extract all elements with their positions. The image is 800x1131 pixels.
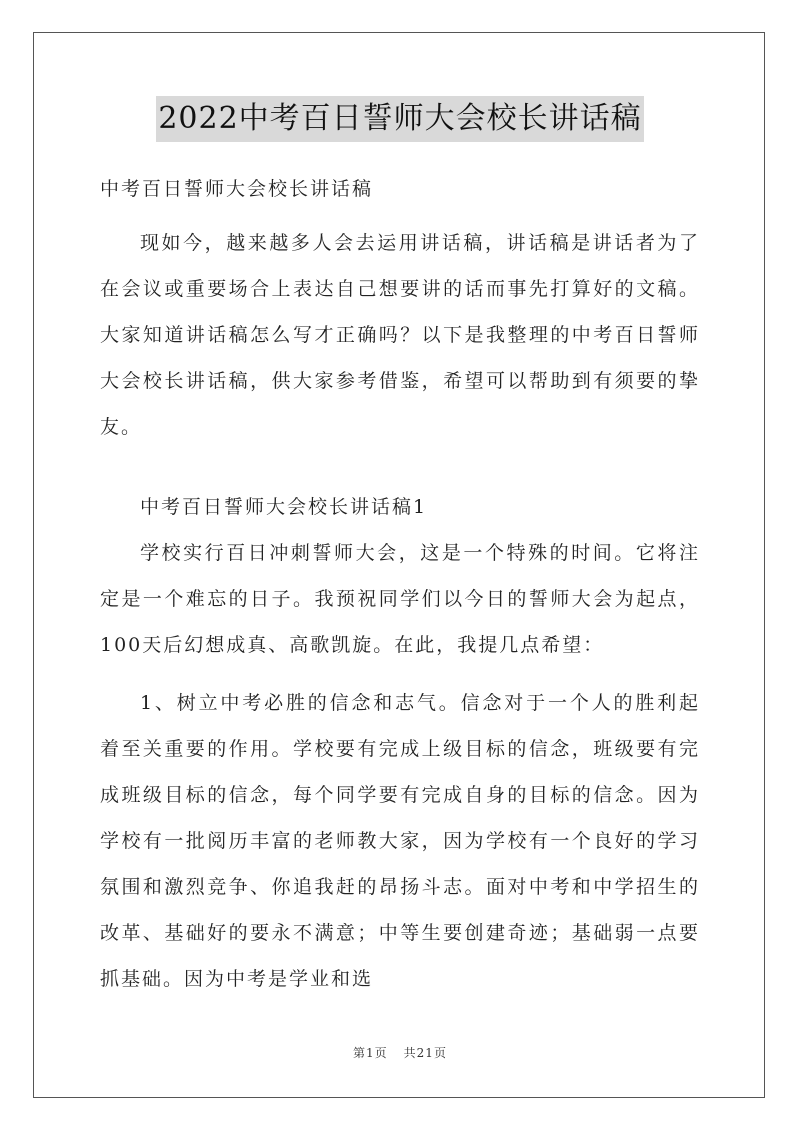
body-paragraph: 1、树立中考必胜的信念和志气。信念对于一个人的胜利起着至关重要的作用。学校要有完成上级目标的信念，班级要有完成班级目标的信念，每个同学要有完成自身的目标的信念。因为学校有一批阅历丰富的老师教大家，因为学校有一个良好的学习氛围和激烈竞争、你追我赶的昂扬斗志。面对中考和中学招生的改革、基础好的要永不满意；中等生要创建奇迹；基础弱一点要抓基础。因为中考是学业和选 <box>100 692 700 990</box>
body-paragraph: 学校实行百日冲刺誓师大会，这是一个特殊的时间。它将注定是一个难忘的日子。我预祝同学们以今日的誓师大会为起点，100天后幻想成真、高歌凯旋。在此，我提几点希望： <box>100 542 700 656</box>
page-number: 第1页 <box>353 1046 388 1060</box>
page-footer <box>0 1044 800 1061</box>
section-heading: 中考百日誓师大会校长讲话稿1 <box>140 496 428 518</box>
document-subtitle: 中考百日誓师大会校长讲话稿 <box>100 178 374 200</box>
document-title: 2022中考百日誓师大会校长讲话稿 <box>156 96 643 142</box>
document-title-block <box>0 96 800 142</box>
total-pages: 共21页 <box>403 1046 447 1060</box>
intro-paragraph: 现如今，越来越多人会去运用讲话稿，讲话稿是讲话者为了在会议或重要场合上表达自己想要讲的话而事先打算好的文稿。大家知道讲话稿怎么写才正确吗？以下是我整理的中考百日誓师大会校长讲话稿，供大家参考借鉴，希望可以帮助到有须要的挚友。 <box>100 232 700 438</box>
